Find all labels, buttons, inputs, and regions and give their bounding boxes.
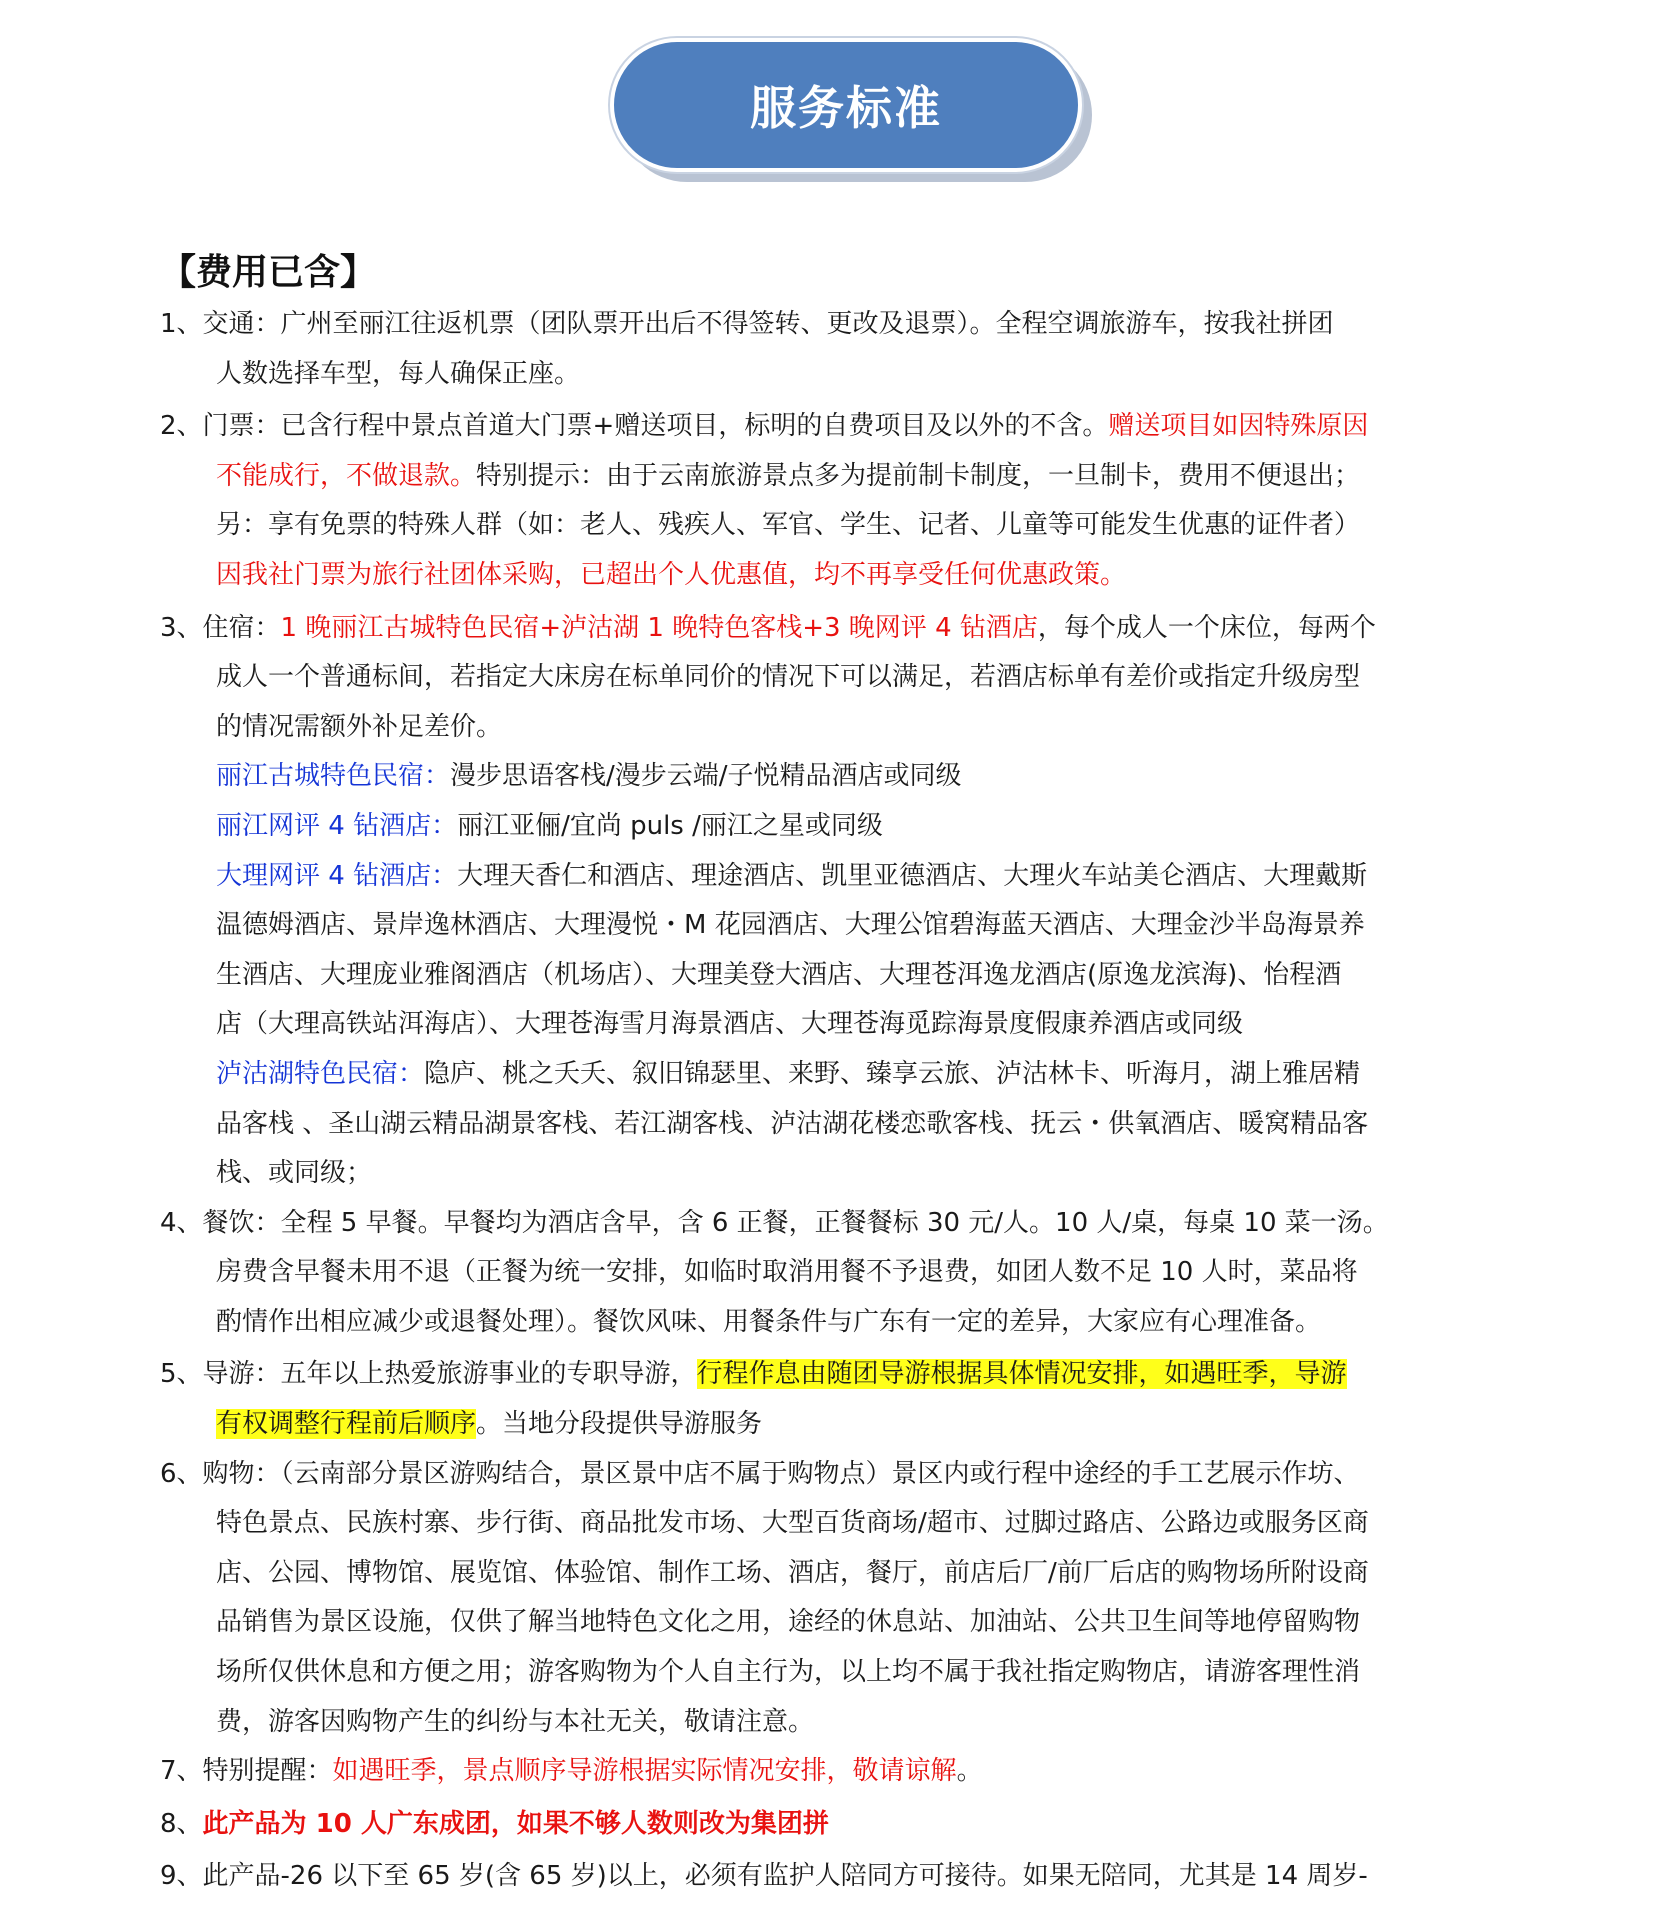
hotel-list: 店（大理高铁站洱海店）、大理苍海雪月海景酒店、大理苍海觅踪海景度假康养酒店或同级	[216, 1009, 1244, 1040]
item-text: 7、特别提醒：	[160, 1756, 333, 1787]
service-list	[160, 300, 1490, 1902]
hotel-list: 品客栈 、圣山湖云精品湖景客栈、若江湖客栈、泸沽湖花楼恋歌客栈、抚云・供氧酒店、暖窝精品客	[216, 1108, 1369, 1139]
red-note: 如遇旺季，景点顺序导游根据实际情况安排，敬请谅解	[332, 1756, 957, 1787]
red-note: 1 晚丽江古城特色民宿+泸沽湖 1 晚特色客栈+3 晚网评 4 钻酒店	[280, 612, 1038, 643]
item-line: 场所仅供休息和方便之用；游客购物为个人自主行为，以上均不属于我社指定购物店，请游客理性消	[216, 1657, 1361, 1688]
list-item-age	[160, 1852, 1490, 1902]
hotel-list: 大理天香仁和酒店、理途酒店、凯里亚德酒店、大理火车站美仑酒店、大理戴斯	[457, 860, 1368, 891]
item-text: 。	[956, 1756, 983, 1787]
hotel-line-lijiang-4d	[160, 802, 1490, 852]
item-line	[160, 1400, 1490, 1450]
highlighted-note: 行程作息由随团导游根据具体情况安排，如遇旺季，导游	[696, 1359, 1347, 1390]
item-line: 的情况需额外补足差价。	[216, 711, 503, 742]
item-line	[160, 452, 1490, 502]
list-item-transport	[160, 300, 1490, 399]
hotel-category-label: 丽江网评 4 钻酒店：	[216, 810, 458, 841]
item-line: 9、此产品-26 以下至 65 岁(含 65 岁)以上，必须有监护人陪同方可接待。如果无陪同，尤其是 14 周岁-	[160, 1861, 1368, 1892]
item-text: 3、住宿：	[160, 612, 281, 643]
item-line	[160, 604, 1490, 654]
item-line: 人数选择车型，每人确保正座。	[216, 358, 581, 389]
item-line: 酌情作出相应减少或退餐处理）。餐饮风味、用餐条件与广东有一定的差异，大家应有心理准备。	[216, 1306, 1322, 1337]
item-line	[160, 402, 1490, 452]
red-bold-note: 此产品为 10 人广东成团，如果不够人数则改为集团拼	[202, 1808, 829, 1839]
list-item-lodging	[160, 604, 1490, 1199]
list-item-shopping	[160, 1450, 1490, 1748]
item-line: 品销售为景区设施，仅供了解当地特色文化之用，途经的休息站、加油站、公共卫生间等地停留购物	[216, 1607, 1361, 1638]
item-line	[160, 1350, 1490, 1400]
hotel-list: 隐庐、桃之夭夭、叙旧锦瑟里、来野、臻享云旅、泸沽林卡、听海月，湖上雅居精	[424, 1058, 1361, 1089]
hotel-category-label: 泸沽湖特色民宿：	[216, 1058, 425, 1089]
hotel-list: 栈、或同级；	[216, 1158, 373, 1189]
section-title: 【费用已含】	[160, 252, 377, 293]
item-line: 1、交通：广州至丽江往返机票（团队票开出后不得签转、更改及退票）。全程空调旅游车，按我社拼团	[160, 309, 1334, 339]
item-line: 特色景点、民族村寨、步行街、商品批发市场、大型百货商场/超市、过脚过路店、公路边或服务区商	[216, 1508, 1369, 1539]
red-note: 赠送项目如因特殊原因	[1108, 411, 1369, 442]
item-line	[160, 1800, 1490, 1850]
banner-title: 服务标准	[750, 81, 942, 135]
hotel-list: 丽江亚俪/宜尚 puls /丽江之星或同级	[457, 810, 883, 841]
hotel-list: 漫步思语客栈/漫步云端/子悦精品酒店或同级	[450, 761, 962, 792]
item-line: 房费含早餐未用不退（正餐为统一安排，如临时取消用餐不予退费，如团人数不足 10 人时，菜品将	[216, 1257, 1358, 1288]
item-line	[160, 1747, 1490, 1797]
title-banner	[610, 38, 1092, 182]
hotel-list: 温德姆酒店、景岸逸林酒店、大理漫悦・M 花园酒店、大理公馆碧海蓝天酒店、大理金沙半岛海景养	[216, 910, 1365, 941]
item-text: ，每个成人一个床位，每两个	[1037, 612, 1376, 643]
banner-pill	[610, 38, 1082, 172]
hotel-list: 生酒店、大理庞业雅阁酒店（机场店）、大理美登大酒店、大理苍洱逸龙酒店(原逸龙滨海)、怡程酒	[216, 959, 1342, 990]
hotel-line-dali-4d	[160, 852, 1490, 902]
item-text: 。当地分段提供导游服务	[476, 1409, 763, 1440]
hotel-line-lijiang-inn	[160, 752, 1490, 802]
item-line: 6、购物：（云南部分景区游购结合，景区景中店不属于购物点）景区内或行程中途经的手工艺展示作坊、	[160, 1458, 1360, 1489]
list-item-group-size	[160, 1800, 1490, 1850]
item-line: 店、公园、博物馆、展览馆、体验馆、制作工场、酒店，餐厅，前店后厂/前厂后店的购物场所附设商	[216, 1557, 1369, 1588]
hotel-line-lugu	[160, 1050, 1490, 1100]
red-note: 不能成行，不做退款。	[216, 460, 477, 491]
item-line: 费，游客因购物产生的纠纷与本社无关，敬请注意。	[216, 1706, 815, 1737]
red-note: 因我社门票为旅行社团体采购，已超出个人优惠值，均不再享受任何优惠政策。	[216, 559, 1127, 590]
list-item-reminder	[160, 1747, 1490, 1797]
list-item-meals	[160, 1199, 1490, 1348]
item-text: 特别提示：由于云南旅游景点多为提前制卡制度，一旦制卡，费用不便退出；	[476, 460, 1361, 491]
item-text: 2、门票：已含行程中景点首道大门票+赠送项目，标明的自费项目及以外的不含。	[160, 411, 1109, 442]
hotel-category-label: 丽江古城特色民宿：	[216, 761, 451, 792]
item-text: 5、导游：五年以上热爱旅游事业的专职导游，	[160, 1359, 697, 1390]
item-text: 8、	[160, 1808, 203, 1839]
item-line: 另：享有免票的特殊人群（如：老人、残疾人、军官、学生、记者、儿童等可能发生优惠的证件者）	[216, 510, 1361, 541]
highlighted-note: 有权调整行程前后顺序	[216, 1409, 477, 1440]
hotel-category-label: 大理网评 4 钻酒店：	[216, 860, 458, 891]
item-line: 成人一个普通标间，若指定大床房在标单同价的情况下可以满足，若酒店标单有差价或指定升级房型	[216, 662, 1361, 693]
list-item-tickets	[160, 402, 1490, 600]
item-line: 4、餐饮：全程 5 早餐。早餐均为酒店含早，含 6 正餐，正餐餐标 30 元/人。10 人/桌，每桌 10 菜一汤。	[160, 1207, 1389, 1238]
list-item-guide	[160, 1350, 1490, 1449]
